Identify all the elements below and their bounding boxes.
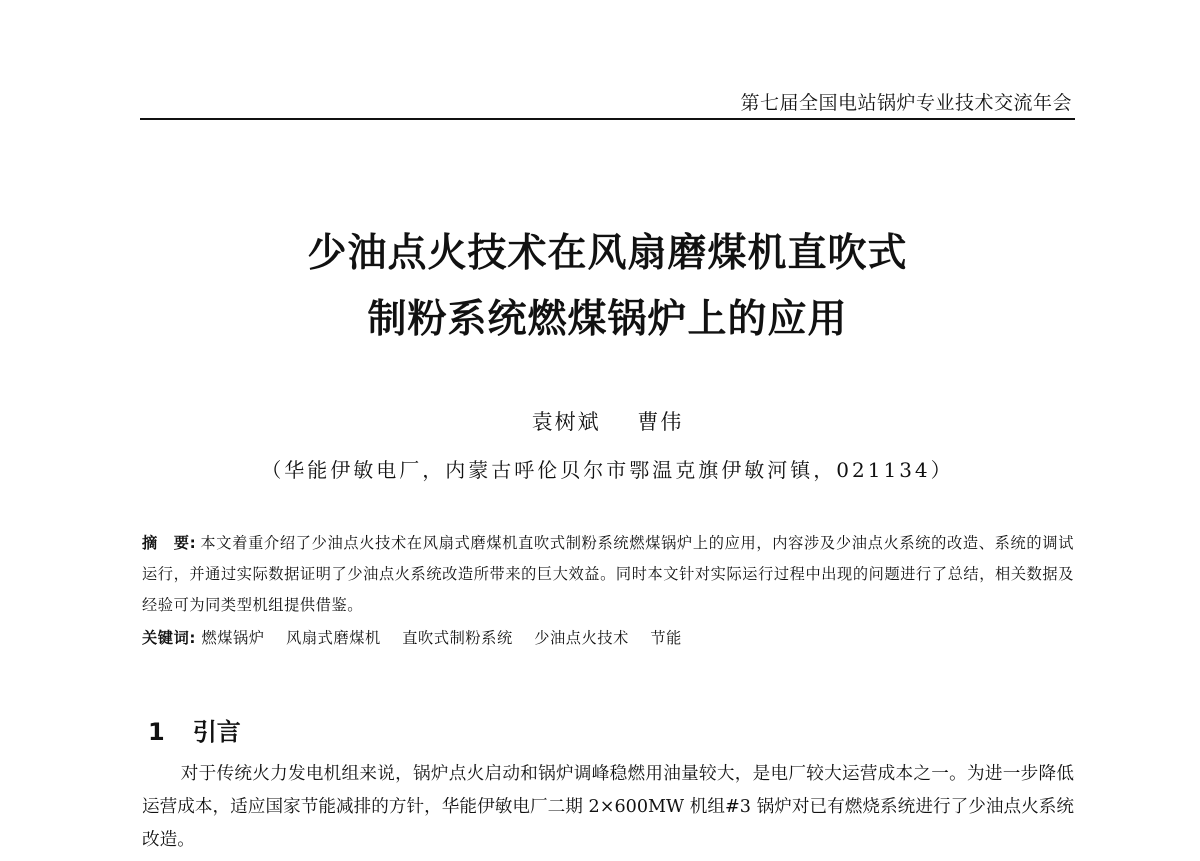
affiliation: （华能伊敏电厂，内蒙古呼伦贝尔市鄂温克旗伊敏河镇，021134） — [261, 458, 954, 482]
abstract-text: 本文着重介绍了少油点火技术在风扇式磨煤机直吹式制粉系统燃煤锅炉上的应用，内容涉及少油点火系统的改造、系统的调试运行，并通过实际数据证明了少油点火系统改造所带来的巨大效益。同时本文针对实际运行过程中出现的问题进行了总结，相关数据及经验可为同类型机组提供借鉴。 — [142, 534, 1074, 614]
running-header: 第七届全国电站锅炉专业技术交流年会 — [740, 92, 1072, 114]
keyword-2: 风扇式磨煤机 — [286, 629, 381, 647]
section-heading — [148, 712, 241, 747]
keyword-5: 节能 — [650, 629, 682, 647]
keyword-1: 燃煤锅炉 — [201, 629, 265, 647]
section-title: 引言 — [192, 718, 241, 746]
keywords-label: 关键词: — [142, 629, 197, 647]
abstract-label: 摘 要: — [142, 534, 197, 552]
paper-title-line-2: 制粉系统燃煤锅炉上的应用 — [367, 297, 848, 342]
keywords — [142, 627, 1074, 648]
keyword-3: 直吹式制粉系统 — [402, 629, 513, 647]
abstract — [142, 528, 1074, 621]
paper-title-line-1: 少油点火技术在风扇磨煤机直吹式 — [307, 231, 908, 276]
keyword-4: 少油点火技术 — [534, 629, 629, 647]
author-2: 曹伟 — [637, 410, 684, 434]
authors — [140, 406, 1075, 436]
section-number: 1 — [148, 718, 165, 746]
header-rule — [140, 118, 1075, 120]
author-1: 袁树斌 — [531, 410, 601, 434]
body-paragraph: 对于传统火力发电机组来说，锅炉点火启动和锅炉调峰稳燃用油量较大，是电厂较大运营成本之一。为进一步降低运营成本，适应国家节能减排的方针，华能伊敏电厂二期 2×600MW 机组#3 锅炉对已有燃烧系统进行了少油点火系统改造。 — [142, 764, 1074, 850]
